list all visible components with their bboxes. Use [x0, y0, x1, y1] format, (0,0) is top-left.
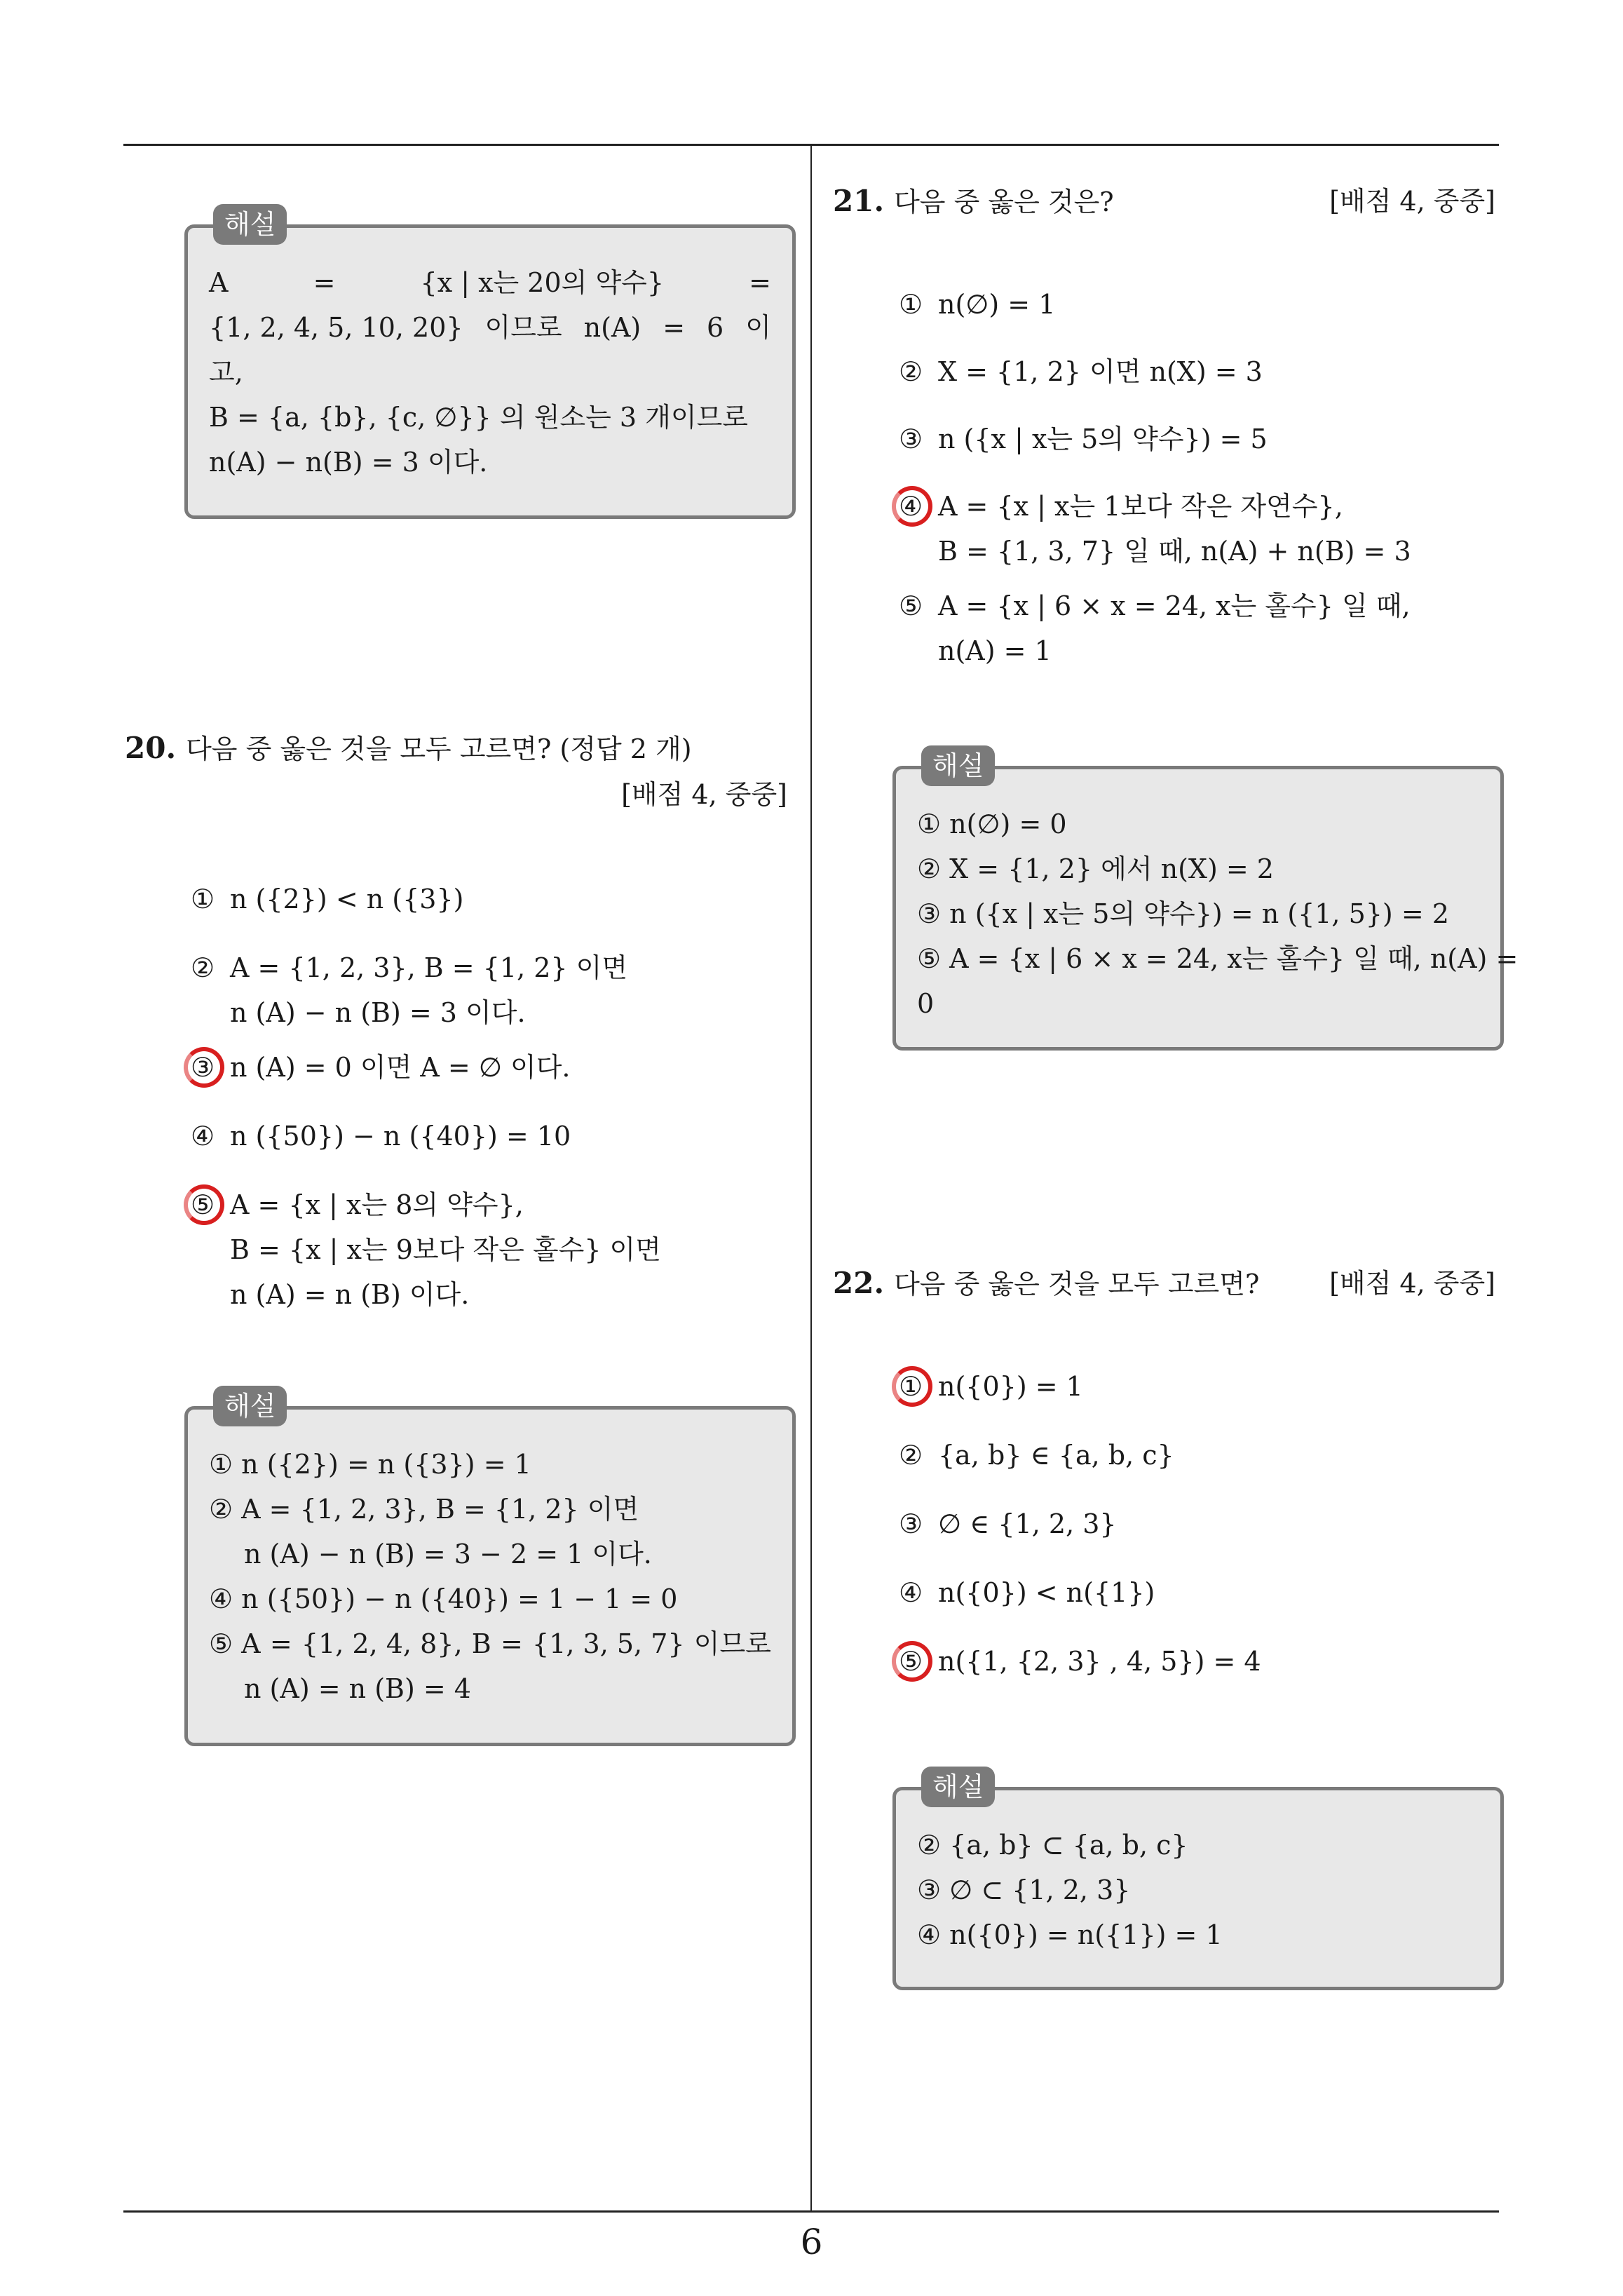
q22-option-3[interactable]: [899, 1501, 1117, 1546]
sol-text: A: [209, 267, 229, 298]
q20-sol-line-3: n (A) − n (B) = 3 − 2 = 1 이다.: [244, 1539, 652, 1569]
q21-sol-line-3: ③ n ({x | x는 5의 약수}) = n ({1, 5}) = 2: [917, 898, 1449, 929]
q22-option-4[interactable]: [899, 1570, 1155, 1615]
option-text: n ({x | x는 5의 약수}) = 5: [938, 424, 1268, 454]
option-text: {a, b} ∈ {a, b, c}: [938, 1440, 1174, 1471]
q21-option-1[interactable]: [899, 282, 1055, 327]
sol-text: =: [663, 312, 686, 343]
option-number: ②: [899, 356, 923, 387]
option-text: A = {x | x는 8의 약수},: [230, 1189, 524, 1220]
q22-number: 22.: [833, 1266, 885, 1300]
q22-sol-line-1: ② {a, b} ⊂ {a, b, c}: [917, 1830, 1188, 1861]
q21-heading: [833, 184, 1114, 220]
option-number: ①: [899, 289, 923, 320]
option-text: n(∅) = 1: [938, 289, 1056, 320]
solution-tag: 해설: [213, 1386, 287, 1426]
q21-option-2[interactable]: [899, 349, 1263, 394]
option-number: ③: [191, 1052, 215, 1083]
option-number: ②: [191, 952, 215, 983]
q20-solution-box: [184, 1391, 796, 1746]
option-text: A = {x | x는 1보다 작은 자연수},: [938, 491, 1343, 522]
option-number: ④: [899, 491, 923, 522]
option-text: X = {1, 2} 이면 n(X) = 3: [938, 356, 1263, 387]
answer-circle-mark: [892, 1366, 932, 1407]
sol-text: 6: [707, 312, 724, 343]
sol-text: 이므로: [484, 312, 562, 343]
sol-text: 이므로: [693, 1628, 771, 1659]
q20-option-3[interactable]: [191, 1045, 571, 1090]
answer-circle-mark: [892, 1641, 932, 1682]
answer-circle-mark: [184, 1047, 224, 1088]
option-text: ∅ ∈ {1, 2, 3}: [938, 1508, 1117, 1539]
q20-option-4[interactable]: [191, 1114, 571, 1159]
option-text: n (A) = 0 이면 A = ∅ 이다.: [230, 1052, 571, 1083]
option-text: n (A) − n (B) = 3 이다.: [230, 997, 526, 1028]
q20-text: 다음 중 옳은 것을 모두 고르면? (정답 2 개): [186, 734, 692, 764]
solution-tag: 해설: [921, 1767, 995, 1807]
q20-number: 20.: [125, 731, 177, 765]
option-number: ③: [899, 424, 923, 454]
option-text: A = {x | 6 × x = 24, x는 홀수} 일 때,: [938, 590, 1411, 621]
option-text: n(A) = 1: [938, 635, 1052, 666]
option-text: n ({2}) < n ({3}): [230, 884, 464, 914]
option-number: ⑤: [899, 1646, 923, 1677]
q22-text: 다음 중 옳은 것을 모두 고르면?: [894, 1269, 1260, 1299]
q19-sol-line-2: [209, 305, 771, 350]
q19-sol-line-1: [209, 260, 771, 305]
sol-text: ⑤ A: [209, 1628, 261, 1659]
q20-option-2[interactable]: [191, 945, 627, 1035]
option-number: ③: [899, 1508, 923, 1539]
q21-option-3[interactable]: [899, 417, 1268, 461]
sol-text: {1, 2, 4, 5, 10, 20}: [209, 312, 463, 343]
q20-sol-line-6: n (A) = n (B) = 4: [244, 1673, 471, 1704]
q21-solution-box: [892, 750, 1519, 1051]
q22-score: [배점 4, 중중]: [1329, 1268, 1495, 1299]
option-text: B = {1, 3, 7} 일 때, n(A) + n(B) = 3: [938, 536, 1411, 567]
q20-sol-line-2: ② A = {1, 2, 3}, B = {1, 2} 이면: [209, 1494, 639, 1525]
q21-text: 다음 중 옳은 것은?: [894, 187, 1114, 217]
answer-circle-mark: [892, 486, 932, 527]
option-text: n ({50}) − n ({40}) = 10: [230, 1121, 571, 1152]
q20-sol-line-1: ① n ({2}) = n ({3}) = 1: [209, 1449, 531, 1480]
page-number: 6: [800, 2222, 823, 2262]
q20-heading: [125, 731, 692, 767]
option-number: ⑤: [899, 590, 923, 621]
q21-sol-line-4: ⑤ A = {x | 6 × x = 24, x는 홀수} 일 때, n(A) =: [917, 943, 1519, 974]
answer-circle-mark: [184, 1184, 224, 1225]
q19-sol-line-5: n(A) − n(B) = 3 이다.: [209, 447, 488, 478]
option-number: ⑤: [191, 1189, 215, 1220]
column-divider: [810, 145, 812, 2210]
option-number: ①: [191, 884, 215, 914]
q19-sol-line-3: 고,: [209, 357, 243, 388]
sol-text: n(A): [583, 312, 641, 343]
q21-option-4[interactable]: [899, 484, 1411, 574]
sol-text: =: [313, 267, 336, 298]
sol-text: {x | x는 20의 약수}: [420, 267, 665, 298]
q20-option-1[interactable]: [191, 877, 463, 921]
sol-text: =: [269, 1628, 292, 1659]
q22-heading: [833, 1266, 1259, 1302]
q20-sol-line-5: [209, 1621, 771, 1666]
option-number: ①: [899, 1371, 923, 1402]
option-number: ④: [899, 1577, 923, 1608]
sol-text: 이: [745, 312, 771, 343]
sol-text: =: [749, 267, 771, 298]
q22-sol-line-3: ④ n({0}) = n({1}) = 1: [917, 1919, 1223, 1950]
q21-number: 21.: [833, 184, 885, 218]
q20-option-5[interactable]: [191, 1182, 661, 1317]
q21-option-5[interactable]: [899, 583, 1411, 673]
option-text: n({0}) < n({1}): [938, 1577, 1155, 1608]
q22-option-5[interactable]: [899, 1639, 1261, 1684]
solution-tag: 해설: [213, 204, 287, 245]
bottom-rule: [123, 2210, 1499, 2213]
q21-sol-line-1: ① n(∅) = 0: [917, 809, 1067, 839]
sol-text: {1, 2, 4, 8},: [301, 1628, 463, 1659]
q20-score: [배점 4, 중중]: [621, 779, 787, 810]
q19-sol-line-4: B = {a, {b}, {c, ∅}} 의 원소는 3 개이므로: [209, 402, 748, 433]
option-text: n (A) = n (B) 이다.: [230, 1279, 470, 1310]
q22-solution-box: [892, 1771, 1504, 1990]
q22-sol-line-2: ③ ∅ ⊂ {1, 2, 3}: [917, 1875, 1131, 1905]
option-text: n({1, {2, 3} , 4, 5}) = 4: [938, 1646, 1261, 1677]
solution-tag: 해설: [921, 745, 995, 786]
q19-solution-box: [184, 209, 796, 519]
sol-text: =: [500, 1628, 523, 1659]
q20-sol-line-4: ④ n ({50}) − n ({40}) = 1 − 1 = 0: [209, 1583, 678, 1614]
q21-score: [배점 4, 중중]: [1329, 186, 1495, 217]
q21-sol-line-2: ② X = {1, 2} 에서 n(X) = 2: [917, 853, 1274, 884]
option-number: ②: [899, 1440, 923, 1471]
q22-option-2[interactable]: [899, 1433, 1174, 1478]
option-text: B = {x | x는 9보다 작은 홀수} 이면: [230, 1234, 661, 1265]
sol-text: B: [471, 1628, 491, 1659]
q21-sol-line-5: 0: [917, 988, 935, 1019]
option-text: n({0}) = 1: [938, 1371, 1083, 1402]
option-number: ④: [191, 1121, 215, 1152]
option-text: A = {1, 2, 3}, B = {1, 2} 이면: [230, 952, 628, 983]
sol-text: {1, 3, 5, 7}: [532, 1628, 685, 1659]
